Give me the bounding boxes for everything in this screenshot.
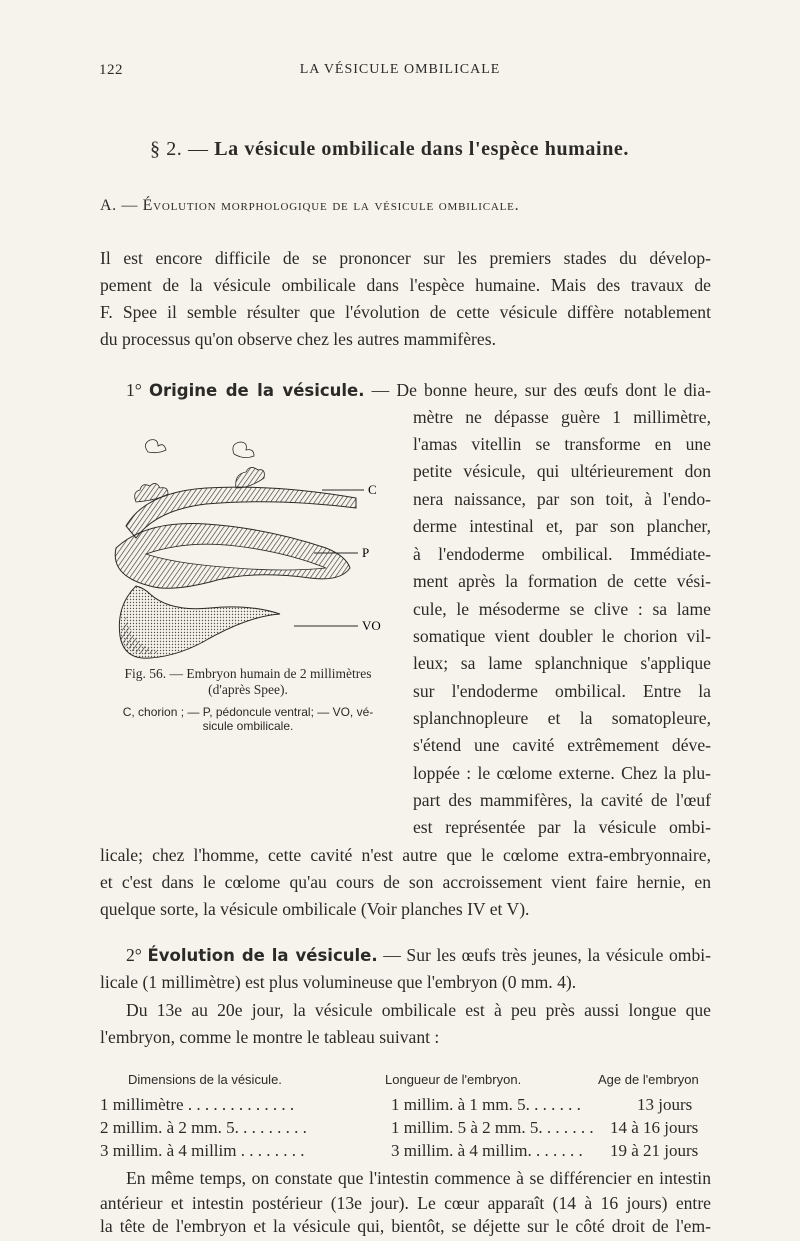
- table-header-length: Longueur de l'embryon.: [385, 1072, 522, 1087]
- evolution-number: 2°: [126, 945, 142, 965]
- text-line: petite vésicule, qui ultérieurement don: [413, 461, 711, 481]
- origin-heading: Origine de la vésicule.: [148, 381, 365, 400]
- section-title: [150, 138, 629, 161]
- text-line: antérieur et intestin postérieur (13e jour). Le cœur apparaît (14 à 16 jours) entre: [100, 1193, 711, 1213]
- text-line: sur l'endoderme ombilical. Entre la: [413, 681, 711, 701]
- text-line: est représentée par la vésicule ombi-: [413, 817, 711, 837]
- text-line: licale (1 millimètre) est plus volumineuse que l'embryon (0 mm. 4).: [100, 972, 577, 992]
- text-line: Il est encore difficile de se prononcer sur les premiers stades du dévelop-: [100, 248, 711, 268]
- text-line: Du 13e au 20e jour, la vésicule ombilicale est à peu près aussi longue que: [126, 1000, 711, 1020]
- cell-length: 3 millim. à 4 millim. . . . . . .: [391, 1141, 583, 1160]
- subsection-title: [100, 197, 519, 215]
- legend-line: C, chorion ; — P, pédoncule ventral; — VO, vé-: [122, 705, 374, 719]
- table-row: [100, 1118, 710, 1140]
- cell-dimension: 3 millim. à 4 millim . . . . . . . .: [100, 1141, 305, 1160]
- legend-line: sicule ombilicale.: [202, 719, 294, 733]
- cell-length: 1 millim. à 1 mm. 5. . . . . . .: [391, 1095, 581, 1114]
- text-line: F. Spee il semble résulter que l'évolution de cette vésicule diffère notablement: [100, 302, 711, 322]
- text-line: quelque sorte, la vésicule ombilicale (Voir planches IV et V).: [100, 899, 530, 919]
- cell-dimension: 1 millimètre . . . . . . . . . . . . .: [100, 1095, 295, 1114]
- text-line: licale; chez l'homme, cette cavité n'est autre que le cœlome extra-embryonnaire,: [100, 845, 711, 865]
- label-vo: VO: [362, 618, 381, 633]
- section-title-text: La vésicule ombilicale dans l'espèce humaine.: [214, 138, 629, 160]
- text-line: et c'est dans le cœlome qu'au cours de son accroissement vient faire hernie, en: [100, 872, 711, 892]
- text-line: [126, 377, 711, 405]
- text-line: la tête de l'embryon et la vésicule qui, bientôt, se déjette sur le côté droit de l'em-: [100, 1216, 711, 1236]
- text-line: l'embryon, comme le montre le tableau suivant :: [100, 1027, 440, 1047]
- caption-line: (d'après Spee).: [208, 682, 288, 697]
- figure-legend: [98, 705, 398, 733]
- subsection-letter: A. —: [100, 197, 138, 214]
- table-row: [100, 1141, 710, 1163]
- evolution-heading: Évolution de la vésicule.: [147, 946, 378, 965]
- cell-age: 13 jours: [637, 1095, 693, 1114]
- table-header-dimensions: Dimensions de la vésicule.: [128, 1072, 282, 1087]
- label-c: C: [368, 482, 377, 497]
- table-row: [100, 1095, 710, 1117]
- text-line: à l'endoderme ombilical. Immédiate-: [413, 544, 711, 564]
- text-line: En même temps, on constate que l'intestin commence à se différencier en intestin: [126, 1168, 711, 1188]
- embryo-figure: [96, 430, 396, 662]
- caption-line: Fig. 56. — Embryon humain de 2 millimètres: [124, 666, 372, 681]
- evolution-first-line: — Sur les œufs très jeunes, la vésicule ombi-: [383, 945, 712, 965]
- subsection-title-text: Évolution morphologique de la vésicule ombilicale.: [142, 197, 520, 214]
- running-head: LA VÉSICULE OMBILICALE: [299, 62, 501, 77]
- cell-length: 1 millim. 5 à 2 mm. 5. . . . . . .: [391, 1118, 594, 1137]
- text-line: leux; sa lame splanchnique s'applique: [413, 653, 711, 673]
- text-line: part des mammifères, la cavité de l'œuf: [413, 790, 711, 810]
- text-line: loppée : le cœlome externe. Chez la plu-: [413, 763, 711, 783]
- figure-caption: [98, 666, 398, 698]
- text-line: s'étend une cavité extrêmement déve-: [413, 735, 711, 755]
- text-line: nera naissance, par son toit, à l'endo-: [413, 489, 711, 509]
- text-line: pement de la vésicule ombilicale dans l'espèce humaine. Mais des travaux de: [100, 275, 711, 295]
- text-line: du processus qu'on observe chez les autres mammifères.: [100, 329, 496, 349]
- text-line: somatique vient doubler le chorion vil-: [413, 626, 711, 646]
- text-line: mètre ne dépasse guère 1 millimètre,: [413, 407, 711, 427]
- cell-age: 14 à 16 jours: [610, 1118, 699, 1137]
- text-line: derme intestinal et, par son plancher,: [413, 516, 711, 536]
- text-line: [126, 942, 711, 970]
- label-p: P: [362, 545, 370, 560]
- text-line: splanchnopleure et la somatopleure,: [413, 708, 711, 728]
- cell-dimension: 2 millim. à 2 mm. 5. . . . . . . . .: [100, 1118, 307, 1137]
- text-line: cule, le mésoderme se clive : sa lame: [413, 599, 711, 619]
- section-sign: § 2. —: [150, 138, 209, 160]
- text-line: ment après la formation de cette vési-: [413, 571, 711, 591]
- origin-number: 1°: [126, 380, 142, 400]
- origin-first-line: — De bonne heure, sur des œufs dont le dia-: [371, 380, 711, 400]
- text-line: l'amas vitellin se transforme en une: [413, 434, 711, 454]
- table-header-age: Age de l'embryon: [598, 1072, 699, 1087]
- cell-age: 19 à 21 jours: [610, 1141, 699, 1160]
- page-number: 122: [99, 62, 123, 78]
